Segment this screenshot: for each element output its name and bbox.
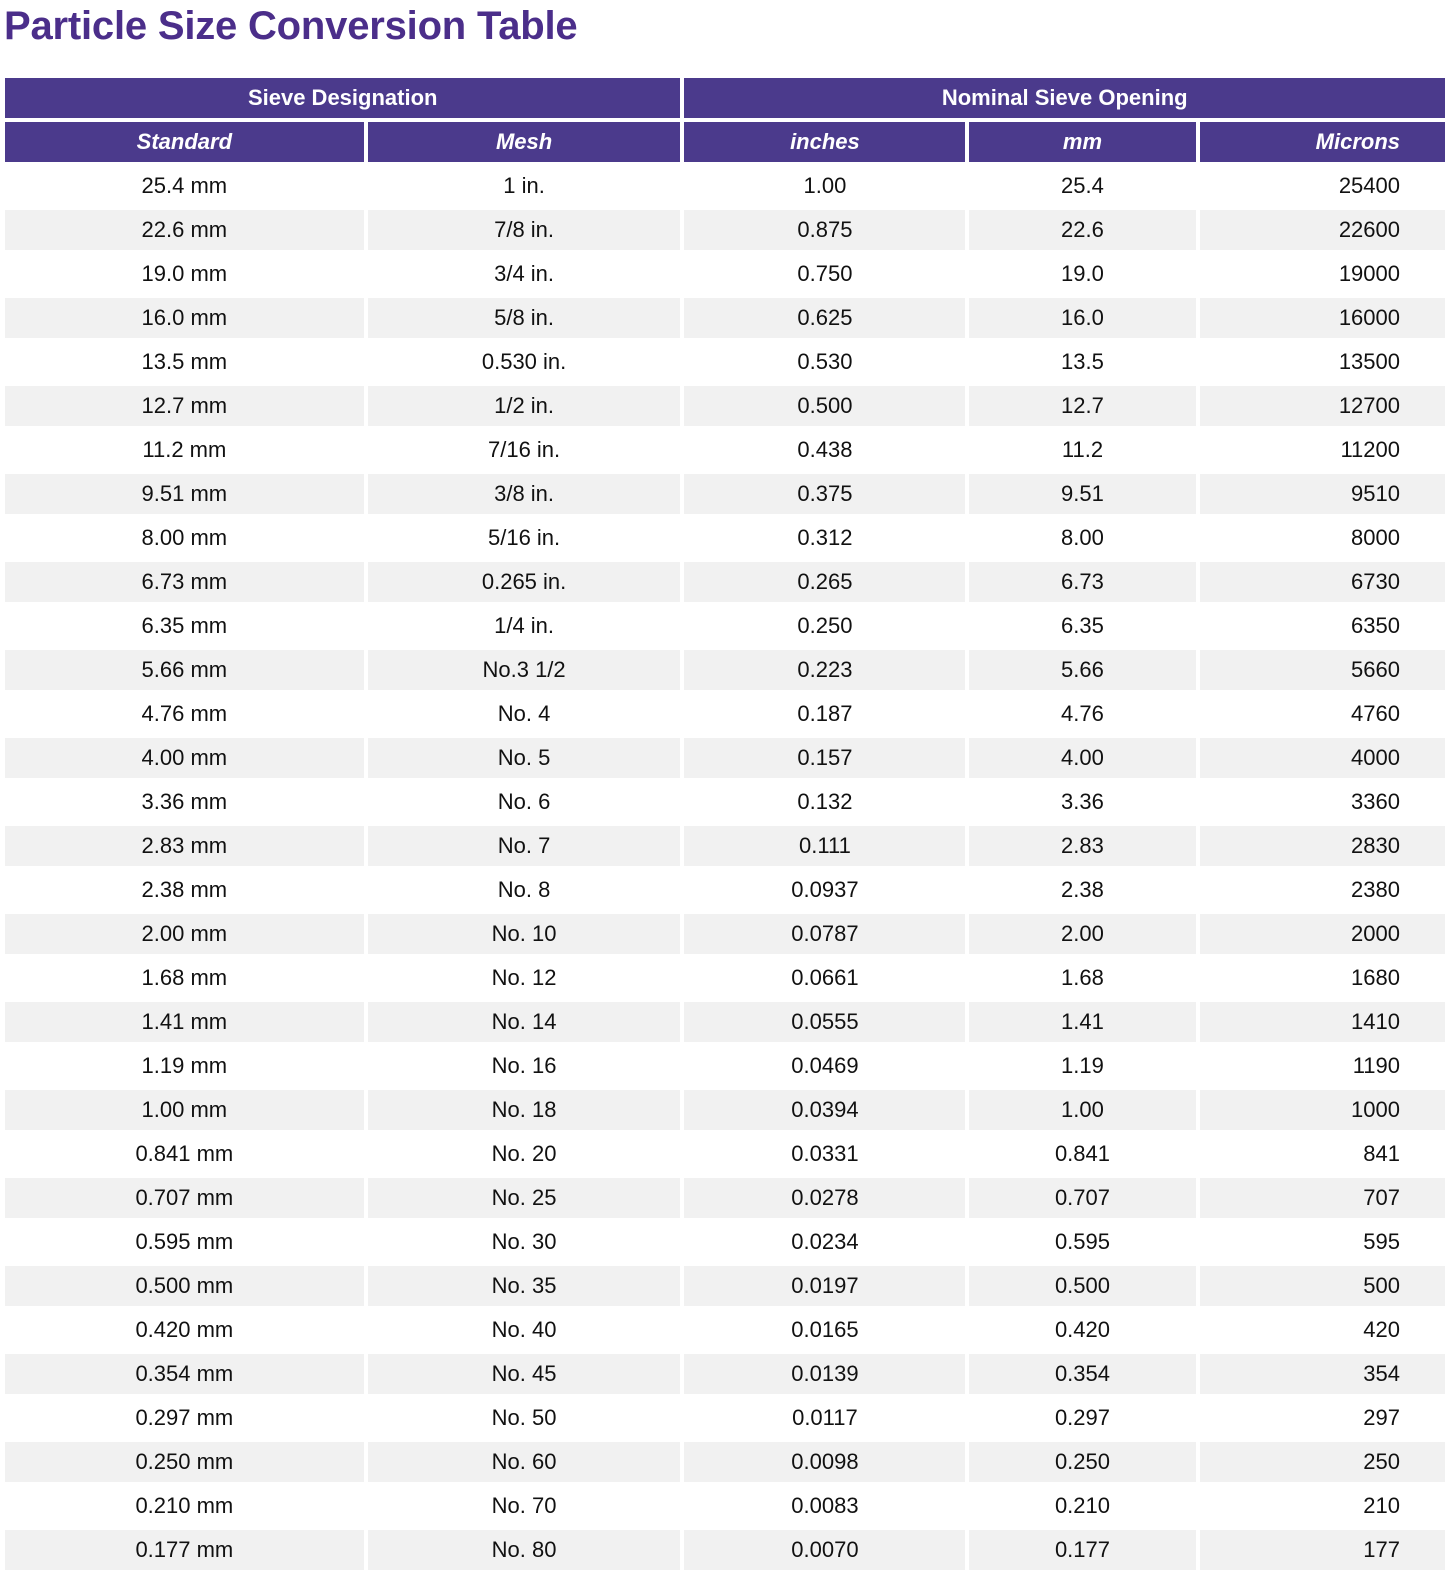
- cell-mesh: 7/8 in.: [368, 210, 681, 250]
- cell-standard: 6.73 mm: [5, 562, 364, 602]
- table-row: [5, 1134, 1445, 1174]
- cell-microns: 9510: [1200, 474, 1445, 514]
- cell-inches: 0.750: [684, 254, 965, 294]
- table-row: [5, 1046, 1445, 1086]
- cell-mesh: No. 10: [368, 914, 681, 954]
- cell-standard: 0.841 mm: [5, 1134, 364, 1174]
- cell-mesh: 3/8 in.: [368, 474, 681, 514]
- cell-inches: 0.0469: [684, 1046, 965, 1086]
- cell-microns: 841: [1200, 1134, 1445, 1174]
- cell-mesh: 0.265 in.: [368, 562, 681, 602]
- column-header-standard: Standard: [5, 122, 364, 162]
- cell-inches: 0.0070: [684, 1530, 965, 1570]
- cell-mm: 6.35: [969, 606, 1195, 646]
- cell-microns: 8000: [1200, 518, 1445, 558]
- cell-mesh: No. 25: [368, 1178, 681, 1218]
- cell-microns: 1680: [1200, 958, 1445, 998]
- cell-standard: 2.83 mm: [5, 826, 364, 866]
- cell-mesh: 5/8 in.: [368, 298, 681, 338]
- cell-standard: 0.250 mm: [5, 1442, 364, 1482]
- cell-inches: 0.0278: [684, 1178, 965, 1218]
- group-header-nominal-sieve-opening: Nominal Sieve Opening: [684, 78, 1445, 118]
- column-header-microns: Microns: [1200, 122, 1445, 162]
- table-row: [5, 1530, 1445, 1570]
- cell-microns: 1000: [1200, 1090, 1445, 1130]
- cell-inches: 0.265: [684, 562, 965, 602]
- cell-inches: 0.0787: [684, 914, 965, 954]
- cell-standard: 25.4 mm: [5, 166, 364, 206]
- table-row: [5, 650, 1445, 690]
- cell-mesh: No. 5: [368, 738, 681, 778]
- cell-microns: 25400: [1200, 166, 1445, 206]
- cell-mesh: No. 70: [368, 1486, 681, 1526]
- cell-standard: 12.7 mm: [5, 386, 364, 426]
- cell-microns: 2000: [1200, 914, 1445, 954]
- cell-mesh: No. 18: [368, 1090, 681, 1130]
- table-row: [5, 1090, 1445, 1130]
- cell-inches: 1.00: [684, 166, 965, 206]
- cell-mm: 2.00: [969, 914, 1195, 954]
- cell-standard: 0.354 mm: [5, 1354, 364, 1394]
- cell-mm: 0.595: [969, 1222, 1195, 1262]
- cell-microns: 354: [1200, 1354, 1445, 1394]
- cell-inches: 0.0197: [684, 1266, 965, 1306]
- table-row: [5, 474, 1445, 514]
- table-row: [5, 430, 1445, 470]
- cell-standard: 2.00 mm: [5, 914, 364, 954]
- cell-mm: 0.354: [969, 1354, 1195, 1394]
- cell-inches: 0.0937: [684, 870, 965, 910]
- cell-mesh: No. 30: [368, 1222, 681, 1262]
- cell-mm: 4.76: [969, 694, 1195, 734]
- cell-inches: 0.187: [684, 694, 965, 734]
- table-body: [5, 166, 1445, 1570]
- cell-mm: 19.0: [969, 254, 1195, 294]
- cell-standard: 19.0 mm: [5, 254, 364, 294]
- cell-mm: 2.83: [969, 826, 1195, 866]
- cell-mm: 5.66: [969, 650, 1195, 690]
- cell-mm: 11.2: [969, 430, 1195, 470]
- cell-microns: 6730: [1200, 562, 1445, 602]
- cell-mm: 1.00: [969, 1090, 1195, 1130]
- table-row: [5, 782, 1445, 822]
- cell-inches: 0.312: [684, 518, 965, 558]
- cell-microns: 250: [1200, 1442, 1445, 1482]
- cell-mm: 16.0: [969, 298, 1195, 338]
- cell-mm: 0.177: [969, 1530, 1195, 1570]
- cell-mm: 1.19: [969, 1046, 1195, 1086]
- cell-microns: 1190: [1200, 1046, 1445, 1086]
- cell-microns: 19000: [1200, 254, 1445, 294]
- table-row: [5, 1222, 1445, 1262]
- cell-mm: 0.210: [969, 1486, 1195, 1526]
- cell-mesh: 5/16 in.: [368, 518, 681, 558]
- cell-microns: 16000: [1200, 298, 1445, 338]
- cell-inches: 0.0165: [684, 1310, 965, 1350]
- cell-mesh: 1 in.: [368, 166, 681, 206]
- cell-microns: 177: [1200, 1530, 1445, 1570]
- cell-inches: 0.0117: [684, 1398, 965, 1438]
- cell-standard: 1.41 mm: [5, 1002, 364, 1042]
- cell-microns: 420: [1200, 1310, 1445, 1350]
- cell-inches: 0.0083: [684, 1486, 965, 1526]
- table-row: [5, 562, 1445, 602]
- cell-standard: 5.66 mm: [5, 650, 364, 690]
- cell-mesh: No. 12: [368, 958, 681, 998]
- cell-microns: 2380: [1200, 870, 1445, 910]
- cell-standard: 0.707 mm: [5, 1178, 364, 1218]
- cell-inches: 0.132: [684, 782, 965, 822]
- table-row: [5, 694, 1445, 734]
- cell-mesh: 3/4 in.: [368, 254, 681, 294]
- cell-microns: 3360: [1200, 782, 1445, 822]
- table-row: [5, 386, 1445, 426]
- cell-microns: 12700: [1200, 386, 1445, 426]
- table-row: [5, 166, 1445, 206]
- table-row: [5, 1266, 1445, 1306]
- cell-inches: 0.625: [684, 298, 965, 338]
- cell-microns: 210: [1200, 1486, 1445, 1526]
- cell-standard: 9.51 mm: [5, 474, 364, 514]
- cell-microns: 595: [1200, 1222, 1445, 1262]
- cell-microns: 297: [1200, 1398, 1445, 1438]
- cell-mm: 1.41: [969, 1002, 1195, 1042]
- cell-microns: 13500: [1200, 342, 1445, 382]
- cell-mm: 8.00: [969, 518, 1195, 558]
- table-row: [5, 518, 1445, 558]
- cell-inches: 0.530: [684, 342, 965, 382]
- cell-mesh: No. 14: [368, 1002, 681, 1042]
- cell-standard: 1.68 mm: [5, 958, 364, 998]
- cell-mesh: 1/4 in.: [368, 606, 681, 646]
- cell-mm: 0.500: [969, 1266, 1195, 1306]
- cell-mesh: No. 20: [368, 1134, 681, 1174]
- cell-mm: 9.51: [969, 474, 1195, 514]
- table-row: [5, 914, 1445, 954]
- cell-inches: 0.0098: [684, 1442, 965, 1482]
- table-row: [5, 870, 1445, 910]
- cell-standard: 3.36 mm: [5, 782, 364, 822]
- cell-standard: 4.00 mm: [5, 738, 364, 778]
- cell-inches: 0.0661: [684, 958, 965, 998]
- table-row: [5, 298, 1445, 338]
- cell-inches: 0.223: [684, 650, 965, 690]
- cell-mesh: No. 60: [368, 1442, 681, 1482]
- cell-microns: 11200: [1200, 430, 1445, 470]
- cell-inches: 0.157: [684, 738, 965, 778]
- cell-mesh: No. 6: [368, 782, 681, 822]
- group-header-row: [5, 78, 1445, 118]
- cell-standard: 1.19 mm: [5, 1046, 364, 1086]
- cell-standard: 0.177 mm: [5, 1530, 364, 1570]
- cell-mm: 13.5: [969, 342, 1195, 382]
- cell-mm: 4.00: [969, 738, 1195, 778]
- cell-inches: 0.0394: [684, 1090, 965, 1130]
- cell-standard: 22.6 mm: [5, 210, 364, 250]
- cell-mesh: 1/2 in.: [368, 386, 681, 426]
- cell-mm: 12.7: [969, 386, 1195, 426]
- cell-inches: 0.0331: [684, 1134, 965, 1174]
- table-row: [5, 606, 1445, 646]
- cell-standard: 4.76 mm: [5, 694, 364, 734]
- cell-microns: 4760: [1200, 694, 1445, 734]
- cell-mesh: No. 35: [368, 1266, 681, 1306]
- page-title: Particle Size Conversion Table: [4, 4, 578, 48]
- cell-mesh: No. 40: [368, 1310, 681, 1350]
- cell-mm: 22.6: [969, 210, 1195, 250]
- cell-inches: 0.500: [684, 386, 965, 426]
- cell-mm: 3.36: [969, 782, 1195, 822]
- cell-mm: 0.250: [969, 1442, 1195, 1482]
- cell-mesh: No. 8: [368, 870, 681, 910]
- cell-mm: 2.38: [969, 870, 1195, 910]
- table-row: [5, 254, 1445, 294]
- column-header-row: [5, 122, 1445, 162]
- table-row: [5, 1486, 1445, 1526]
- cell-standard: 0.595 mm: [5, 1222, 364, 1262]
- conversion-table: [1, 74, 1449, 1574]
- cell-microns: 5660: [1200, 650, 1445, 690]
- cell-mesh: No. 50: [368, 1398, 681, 1438]
- cell-mm: 0.420: [969, 1310, 1195, 1350]
- cell-inches: 0.0139: [684, 1354, 965, 1394]
- cell-standard: 2.38 mm: [5, 870, 364, 910]
- cell-microns: 2830: [1200, 826, 1445, 866]
- cell-standard: 16.0 mm: [5, 298, 364, 338]
- cell-mm: 25.4: [969, 166, 1195, 206]
- cell-inches: 0.250: [684, 606, 965, 646]
- cell-standard: 0.297 mm: [5, 1398, 364, 1438]
- column-header-mesh: Mesh: [368, 122, 681, 162]
- cell-mesh: No. 45: [368, 1354, 681, 1394]
- column-header-inches: inches: [684, 122, 965, 162]
- cell-microns: 1410: [1200, 1002, 1445, 1042]
- table-row: [5, 1398, 1445, 1438]
- cell-mm: 0.841: [969, 1134, 1195, 1174]
- table-row: [5, 210, 1445, 250]
- cell-microns: 6350: [1200, 606, 1445, 646]
- table-row: [5, 1354, 1445, 1394]
- cell-inches: 0.0234: [684, 1222, 965, 1262]
- cell-microns: 22600: [1200, 210, 1445, 250]
- cell-standard: 0.210 mm: [5, 1486, 364, 1526]
- table-row: [5, 1310, 1445, 1350]
- table-row: [5, 738, 1445, 778]
- cell-mesh: 7/16 in.: [368, 430, 681, 470]
- cell-inches: 0.438: [684, 430, 965, 470]
- cell-microns: 707: [1200, 1178, 1445, 1218]
- cell-microns: 500: [1200, 1266, 1445, 1306]
- cell-mesh: No.3 1/2: [368, 650, 681, 690]
- cell-mm: 0.297: [969, 1398, 1195, 1438]
- cell-microns: 4000: [1200, 738, 1445, 778]
- table-row: [5, 342, 1445, 382]
- cell-standard: 6.35 mm: [5, 606, 364, 646]
- cell-mesh: No. 4: [368, 694, 681, 734]
- cell-mm: 6.73: [969, 562, 1195, 602]
- group-header-sieve-designation: Sieve Designation: [5, 78, 680, 118]
- cell-inches: 0.875: [684, 210, 965, 250]
- cell-mesh: No. 16: [368, 1046, 681, 1086]
- cell-standard: 0.500 mm: [5, 1266, 364, 1306]
- table-row: [5, 1442, 1445, 1482]
- cell-standard: 8.00 mm: [5, 518, 364, 558]
- cell-standard: 0.420 mm: [5, 1310, 364, 1350]
- cell-inches: 0.0555: [684, 1002, 965, 1042]
- cell-mesh: No. 7: [368, 826, 681, 866]
- cell-mesh: 0.530 in.: [368, 342, 681, 382]
- cell-mm: 1.68: [969, 958, 1195, 998]
- cell-inches: 0.375: [684, 474, 965, 514]
- column-header-mm: mm: [969, 122, 1195, 162]
- cell-standard: 13.5 mm: [5, 342, 364, 382]
- cell-standard: 11.2 mm: [5, 430, 364, 470]
- table-row: [5, 1002, 1445, 1042]
- cell-standard: 1.00 mm: [5, 1090, 364, 1130]
- table-row: [5, 1178, 1445, 1218]
- cell-mesh: No. 80: [368, 1530, 681, 1570]
- table-row: [5, 826, 1445, 866]
- table-row: [5, 958, 1445, 998]
- cell-mm: 0.707: [969, 1178, 1195, 1218]
- cell-inches: 0.111: [684, 826, 965, 866]
